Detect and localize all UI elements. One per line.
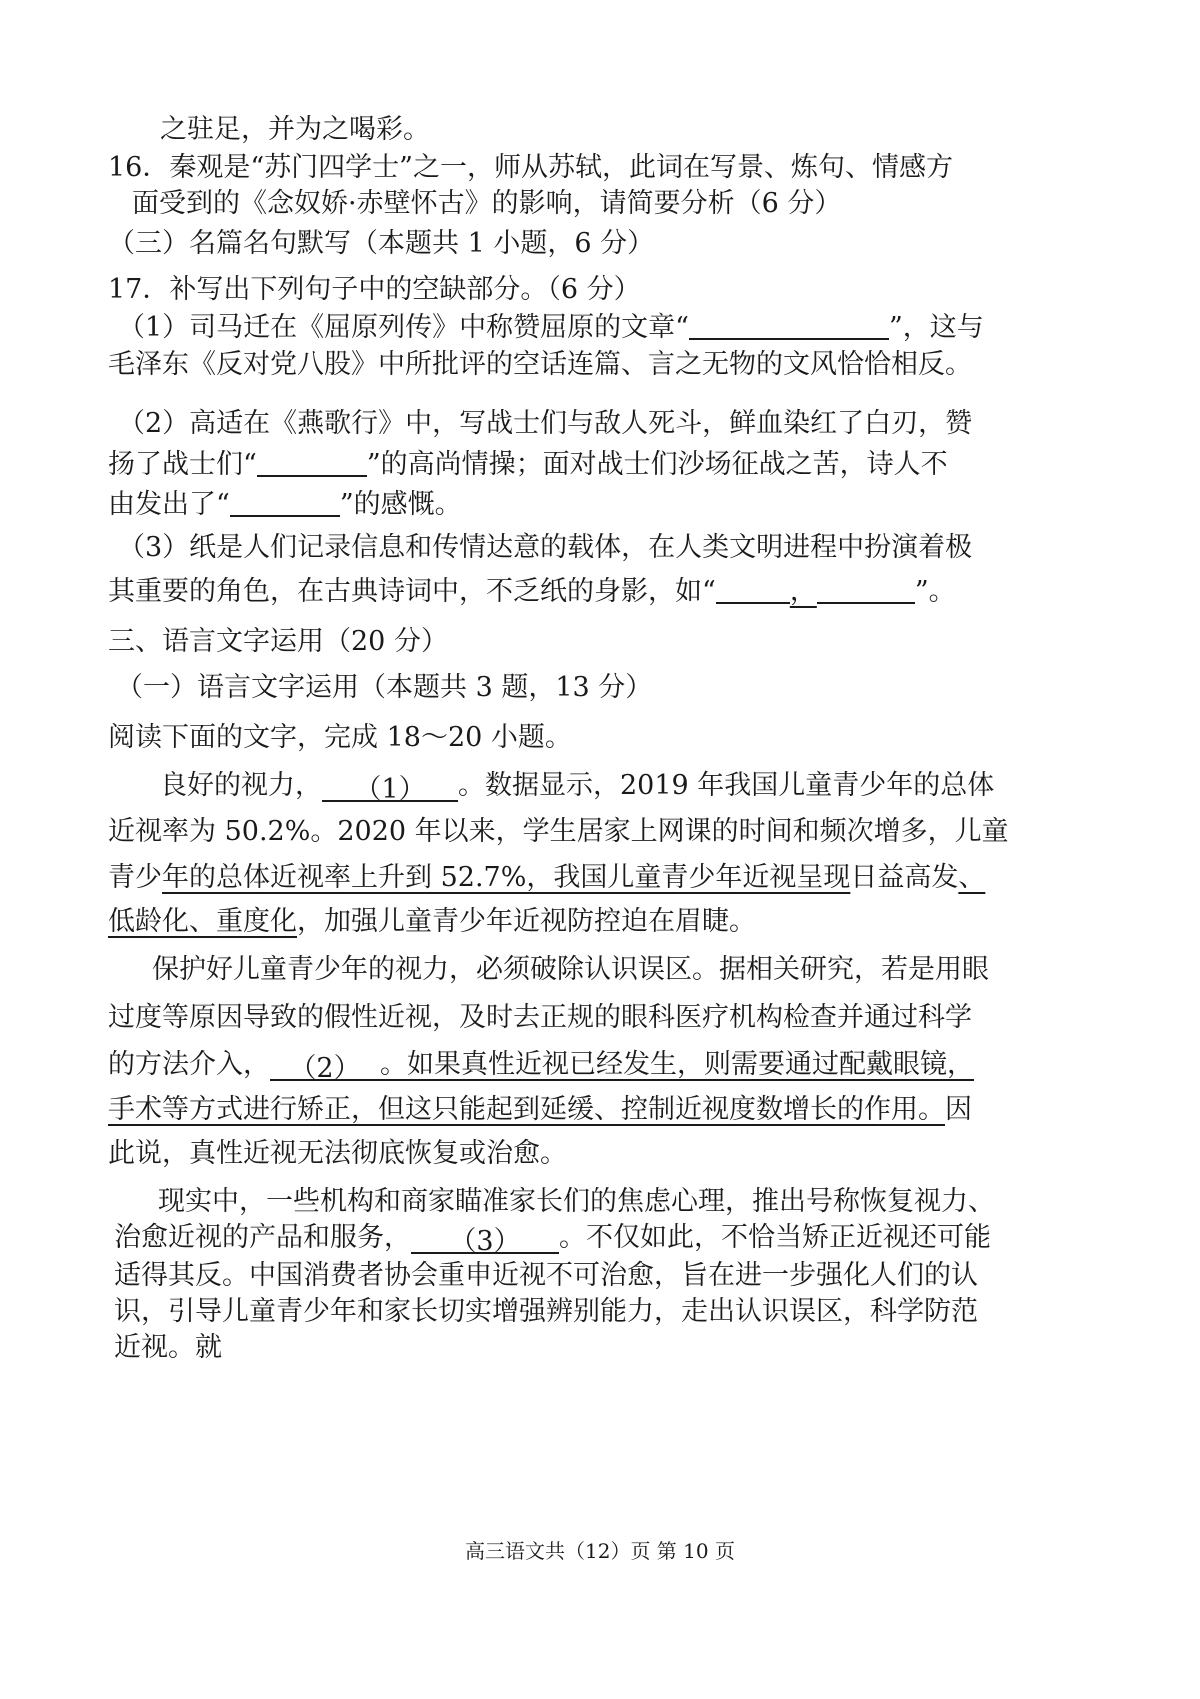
reading-instruction: 阅读下面的文字，完成 18～20 小题。 (108, 722, 572, 753)
passage-line: 低龄化、重度化，加强儿童青少年近视防控迫在眉睫。 (108, 906, 756, 937)
underlined-sentence: 、 (958, 862, 986, 893)
answer-blank-3[interactable]: （3） (411, 1222, 559, 1254)
passage-line: 治愈近视的产品和服务， （3） 。不仅如此，不恰当矫正近视还可能 (114, 1222, 991, 1257)
question-17-stem: 17．补写出下列句子中的空缺部分。（6 分） (108, 274, 641, 305)
question-17-1-line-2: 毛泽东《反对党八股》中所批评的空话连篇、言之无物的文风恰恰相反。 (108, 349, 972, 380)
text-line: 之驻足，并为之喝彩。 (160, 114, 430, 145)
underlined-sentence: 。如果真性近视已经发生，则需要通过配戴眼镜， (380, 1049, 974, 1080)
question-16-line-2: 面受到的《念奴娇·赤壁怀古》的影响，请简要分析（6 分） (132, 188, 842, 219)
passage-line: 适得其反。中国消费者协会重申近视不可治愈，旨在进一步强化人们的认 (114, 1260, 978, 1291)
answer-blank[interactable] (689, 308, 889, 340)
underlined-sentence: 年的总体近视率上升到 52.7%，我国儿童青少年近视呈现 (162, 862, 851, 893)
answer-blank[interactable] (257, 445, 367, 477)
passage-line: 近视率为 50.2%。2020 年以来，学生居家上网课的时间和频次增多，儿童 (108, 816, 1009, 847)
question-17-2-line-3: 由发出了“ ”的感慨。 (0, 485, 1200, 525)
underlined-sentence: 低龄化、重度化 (108, 906, 297, 937)
passage-line: 良好的视力， （1） 。数据显示，2019 年我国儿童青少年的总体 (160, 770, 995, 805)
underlined-sentence: 手术等方式进行矫正，但这只能起到延缓、控制近视度数增长的作用。 (108, 1094, 945, 1125)
passage-line: 手术等方式进行矫正，但这只能起到延缓、控制近视度数增长的作用。因 (108, 1094, 972, 1125)
question-17-3-line-1: （3）纸是人们记录信息和传情达意的载体，在人类文明进程中扮演着极 (118, 532, 973, 563)
question-17-3-line-2: 其重要的角色，在古典诗词中，不乏纸的身影，如“ ， ”。 (0, 572, 1200, 612)
passage-line: 青少年的总体近视率上升到 52.7%，我国儿童青少年近视呈现日益高发、 (108, 862, 986, 893)
question-17-1-line-1: （1）司马迁在《屈原列传》中称赞屈原的文章“ ”，这与 (0, 308, 1200, 348)
page-footer: 高三语文共（12）页 第 10 页 (465, 1539, 735, 1563)
passage-line: 此说，真性近视无法彻底恢复或治愈。 (108, 1138, 567, 1169)
answer-blank-2[interactable]: （2） (270, 1049, 380, 1081)
passage-line: 的方法介入， （2） 。如果真性近视已经发生，则需要通过配戴眼镜， (108, 1049, 974, 1084)
answer-blank-1[interactable]: （1） (322, 770, 458, 802)
passage-line: 识，引导儿童青少年和家长切实增强辨别能力，走出认识误区，科学防范 (114, 1296, 978, 1327)
answer-blank[interactable] (716, 572, 790, 604)
question-16-line-1: 16．秦观是“苏门四学士”之一，师从苏轼，此词在写景、炼句、情感方 (108, 152, 953, 183)
part-three-heading: 三、语言文字运用（20 分） (108, 626, 448, 657)
passage-line: 现实中，一些机构和商家瞄准家长们的焦虑心理，推出号称恢复视力、 (158, 1186, 995, 1217)
passage-line: 保护好儿童青少年的视力，必须破除认识误区。据相关研究，若是用眼 (152, 954, 989, 985)
question-17-2-line-2: 扬了战士们“ ”的高尚情操；面对战士们沙场征战之苦，诗人不 (0, 445, 1200, 485)
passage-line: 过度等原因导致的假性近视，及时去正规的眼科医疗机构检查并通过科学 (108, 1002, 972, 1033)
subsection-heading: （一）语言文字运用（本题共 3 题，13 分） (116, 672, 653, 703)
answer-blank[interactable] (817, 572, 915, 604)
answer-blank[interactable] (230, 485, 340, 517)
section-heading: （三）名篇名句默写（本题共 1 小题，6 分） (108, 228, 655, 259)
passage-line: 近视。就 (114, 1332, 222, 1363)
question-17-2-line-1: （2）高适在《燕歌行》中，写战士们与敌人死斗，鲜血染红了白刃，赞 (118, 408, 973, 439)
